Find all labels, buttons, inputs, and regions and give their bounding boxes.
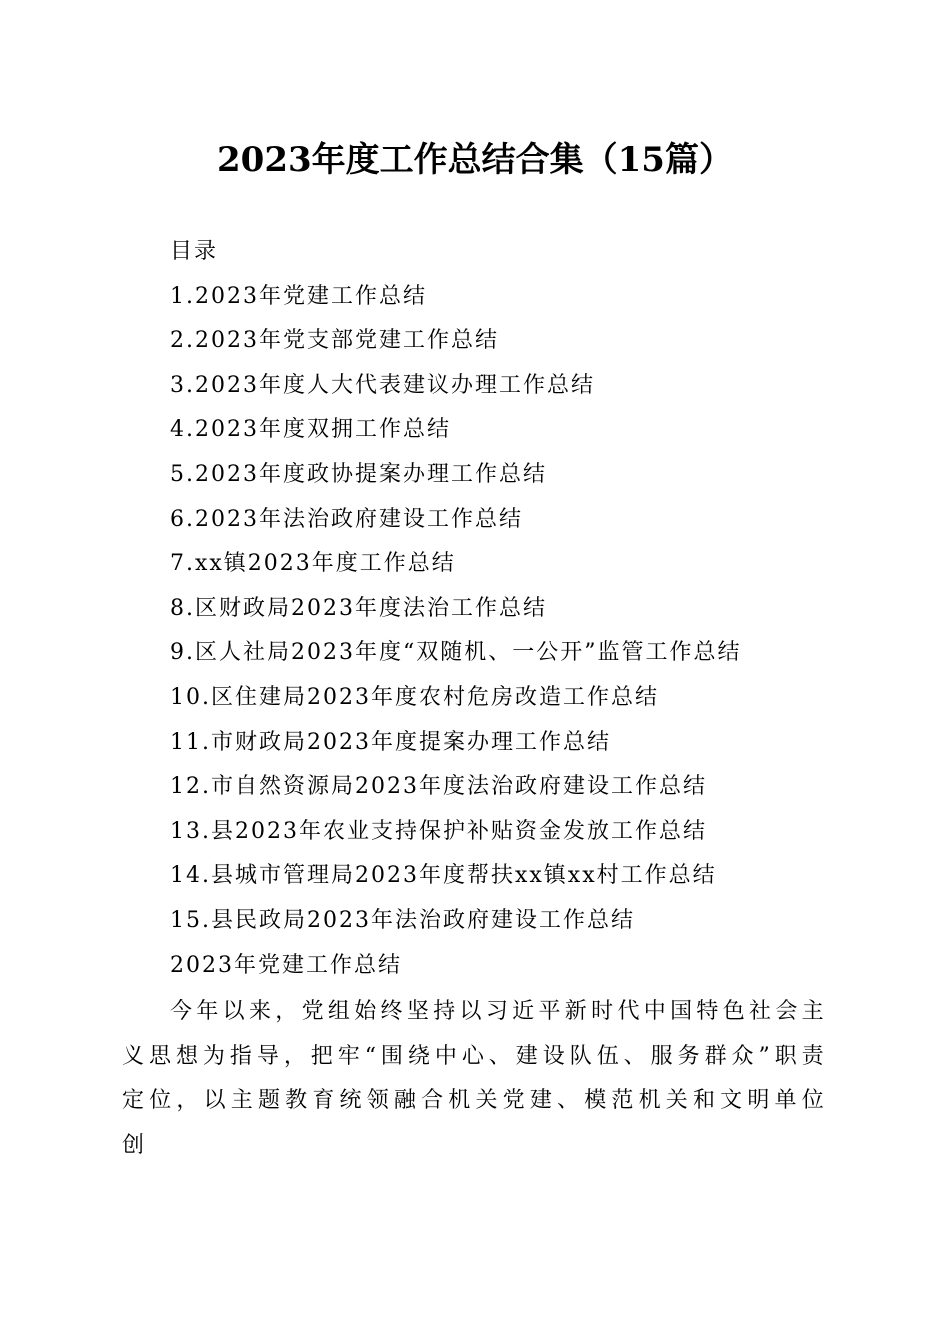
document-title: 2023年度工作总结合集（15篇）	[217, 140, 733, 180]
body-paragraph: 今年以来，党组始终坚持以习近平新时代中国特色社会主义思想为指导，把牢“围绕中心、建设队伍、服务群众”职责定位，以主题教育统领融合机关党建、模范机关和文明单位创	[122, 999, 828, 1158]
toc-item: 14.县城市管理局2023年度帮扶xx镇xx村工作总结	[170, 863, 717, 889]
toc-item: 2.2023年党支部党建工作总结	[170, 328, 499, 354]
toc-item: 6.2023年法治政府建设工作总结	[170, 506, 523, 532]
toc-item: 12.市自然资源局2023年度法治政府建设工作总结	[170, 774, 707, 800]
toc-item: 7.xx镇2023年度工作总结	[170, 551, 456, 577]
section-title: 2023年党建工作总结	[170, 952, 402, 978]
toc-item: 10.区住建局2023年度农村危房改造工作总结	[170, 684, 659, 710]
toc-item: 15.县民政局2023年法治政府建设工作总结	[170, 907, 635, 933]
toc-item: 9.区人社局2023年度“双随机、一公开”监管工作总结	[170, 640, 742, 666]
toc-item: 11.市财政局2023年度提案办理工作总结	[170, 729, 611, 755]
toc-item: 1.2023年党建工作总结	[170, 283, 427, 309]
toc-item: 4.2023年度双拥工作总结	[170, 417, 451, 443]
table-of-contents	[170, 230, 890, 988]
toc-item: 8.区财政局2023年度法治工作总结	[170, 595, 547, 621]
toc-item: 5.2023年度政协提案办理工作总结	[170, 461, 547, 487]
toc-heading: 目录	[170, 239, 219, 264]
toc-item: 3.2023年度人大代表建议办理工作总结	[170, 372, 595, 398]
toc-item: 13.县2023年农业支持保护补贴资金发放工作总结	[170, 818, 707, 844]
